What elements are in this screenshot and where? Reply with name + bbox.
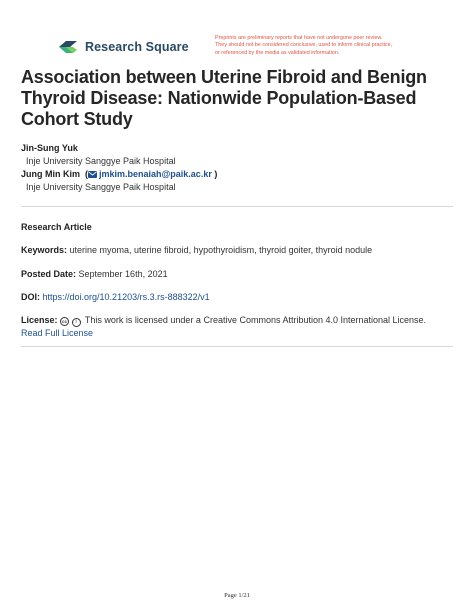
disclaimer-line: They should not be considered conclusive, used to inform clinical practice, [215,42,393,49]
section-divider [21,346,453,347]
paper-title: Association between Uterine Fibroid and Benign Thyroid Disease: Nationwide Population-Based Cohort Study [21,67,427,129]
corresponding-author: Jung Min Kim ( jmkim.benaiah@paik.ac.kr ) [21,169,218,179]
doi-label: DOI: [21,292,40,302]
disclaimer-line: or referenced by the media as validated information. [215,49,340,56]
page-number: Page 1/21 [224,592,250,599]
license-row [21,314,453,339]
doi-link[interactable]: https://doi.org/10.21203/rs.3.rs-888322/v1 [42,292,210,302]
doi-row [21,291,453,303]
section-divider [21,206,453,207]
author-email-link[interactable] [88,169,212,179]
keywords-value: uterine myoma, uterine fibroid, hypothyroidism, thyroid goiter, thyroid nodule [69,245,373,255]
license-label: License: [21,315,58,325]
research-square-logo[interactable] [57,38,189,55]
article-type-value: Research Article [21,222,92,232]
logo-text: Research Square [85,39,189,54]
author-email: jmkim.benaiah@paik.ac.kr [99,169,212,179]
research-square-logo-icon [57,38,79,55]
cc-icon: cc [62,319,68,324]
posted-date-label: Posted Date: [21,269,77,279]
author-affiliation: Inje University Sanggye Paik Hospital [26,182,176,192]
posted-date-value: September 16th, 2021 [78,269,168,279]
envelope-icon [88,171,97,178]
preprint-disclaimer [215,35,430,57]
license-text: This work is licensed under a Creative Commons Attribution 4.0 International License. [84,315,427,325]
author-affiliation: Inje University Sanggye Paik Hospital [26,156,176,166]
keywords-label: Keywords: [21,245,68,255]
author-name: Jin-Sung Yuk [21,143,78,153]
read-full-license-link[interactable]: Read Full License [21,328,94,338]
posted-date-row [21,268,453,280]
author-name: Jung Min Kim [21,169,80,179]
author-list [21,142,217,194]
disclaimer-line: Preprints are preliminary reports that have not undergone peer review. [215,35,383,41]
keywords-row [21,244,453,256]
article-type [21,221,453,233]
attribution-icon: i [72,318,81,327]
